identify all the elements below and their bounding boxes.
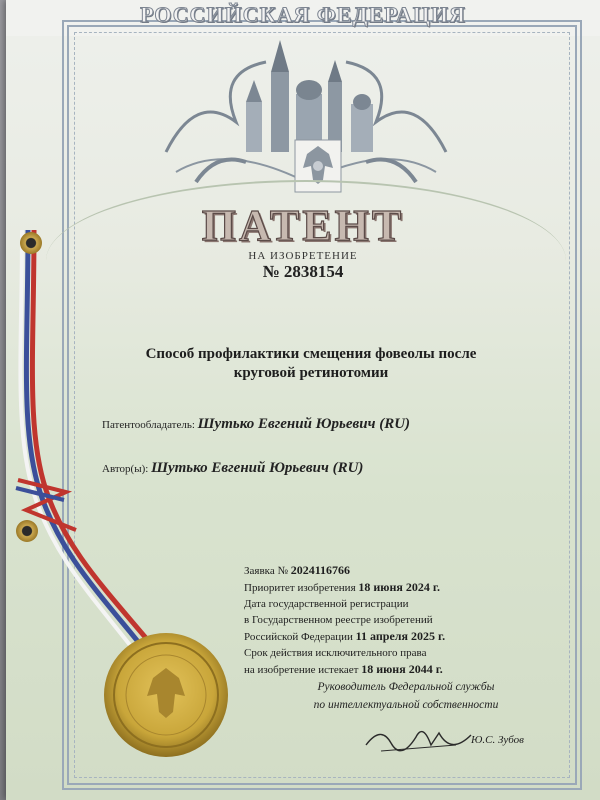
grommet-bottom [16,520,38,542]
official-title-line-1: Руководитель Федеральной службы [317,681,495,693]
registration-line-2: в Государственном реестре изобретений [244,614,433,626]
priority-date: 18 июня 2024 г. [358,580,440,594]
handwritten-signature [361,715,481,760]
application-line: Заявка № 2024116766 [244,563,351,577]
patent-holder-value: Шутько Евгений Юрьевич (RU) [197,416,411,432]
patent-subtitle: НА ИЗОБРЕТЕНИЕ [248,250,358,262]
priority-line: Приоритет изобретения 18 июня 2024 г. [244,580,440,594]
invention-title-line-2: круговой ретинотомии [233,365,389,381]
patent-number: № 2838154 [262,262,344,281]
gold-seal [101,630,231,760]
patent-author-value: Шутько Евгений Юрьевич (RU) [151,460,364,476]
registration-info [244,562,445,678]
official-title [296,678,516,714]
expiry-date: 18 июня 2044 г. [361,662,443,676]
validity-line-2: на изобретение истекает 18 июня 2044 г. [244,662,443,676]
application-number: 2024116766 [290,563,351,577]
grommet-top [20,232,42,254]
registration-line-1: Дата государственной регистрации [244,598,409,610]
registration-date: 11 апреля 2025 г. [355,629,446,643]
validity-line-1: Срок действия исключительного права [244,647,427,659]
official-name: Ю.С. Зубов [471,734,524,746]
country-heading: РОССИЙСКАЯ ФЕДЕРАЦИЯ [140,2,466,27]
tricolor-ribbon [6,230,176,680]
patent-author-label: Автор(ы): [102,463,149,475]
invention-title-line-1: Способ профилактики смещения фовеолы после [145,346,477,362]
registration-line-3: Российской Федерации 11 апреля 2025 г. [244,629,446,643]
patent-heading: ПАТЕНТ [201,201,405,250]
official-title-line-2: по интеллектуальной собственности [313,699,499,711]
patent-holder-label: Патентообладатель: [102,419,195,431]
patent-certificate [6,0,600,800]
